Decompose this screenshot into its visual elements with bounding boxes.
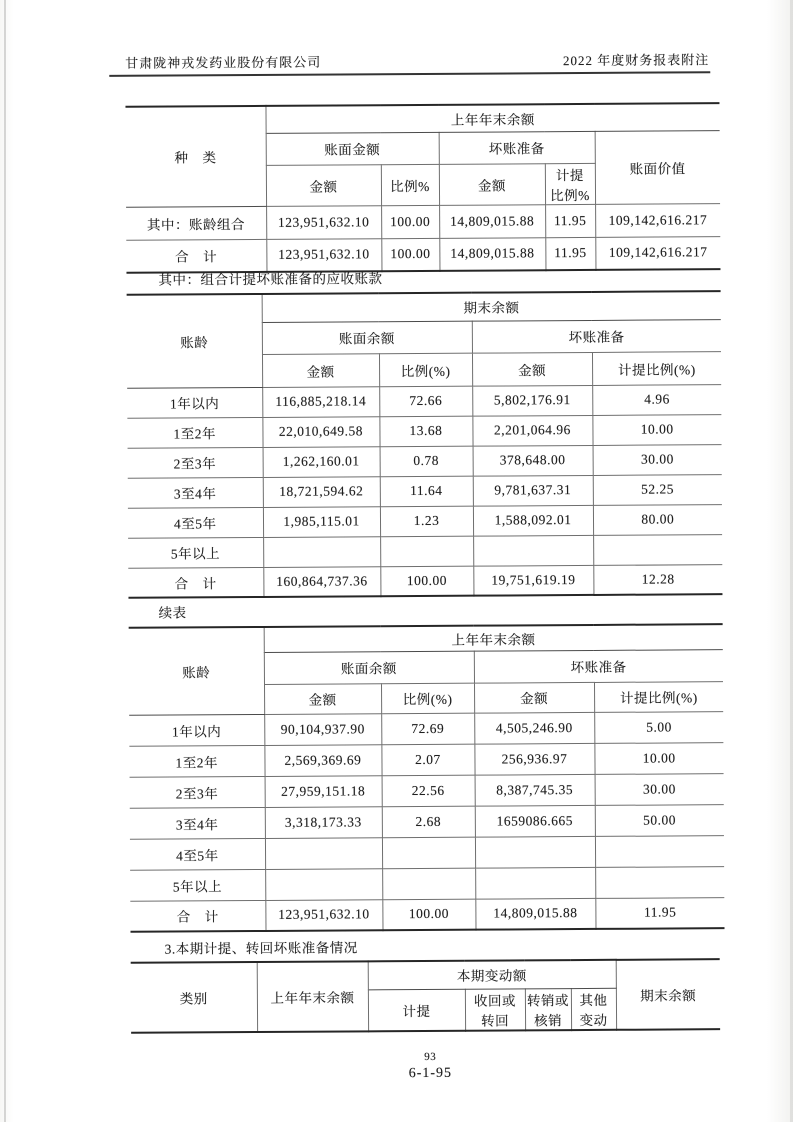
- cell-amount: 123,951,632.10: [266, 238, 381, 272]
- table-row: [128, 444, 722, 478]
- cell-label: 1年以内: [129, 714, 264, 746]
- cell-ratio: [382, 837, 475, 869]
- cell-amount: 90,104,937.90: [264, 713, 381, 745]
- cell-label: 5年以上: [128, 537, 263, 568]
- prev-year-aging-table: [129, 623, 725, 933]
- t1-header-amount: 金额: [266, 164, 381, 206]
- t4-header-other: 其他 变动: [571, 988, 616, 1030]
- cell-ratio: 100.00: [381, 238, 439, 271]
- cell-amount: 1,262,160.01: [263, 446, 380, 477]
- report-title: 2022 年度财务报表附注: [562, 52, 710, 69]
- cell-ratio: 11.64: [380, 476, 473, 507]
- cell-provision-ratio: 12.28: [593, 564, 722, 595]
- cell-provision-ratio: 4.96: [592, 384, 721, 415]
- cell-ratio: 13.68: [379, 416, 472, 447]
- cell-amount: 1,985,115.01: [263, 506, 380, 537]
- t4-header-period-end: 期末余额: [616, 959, 720, 1029]
- cell-bad-debt: 1659086.665: [475, 805, 595, 837]
- cell-provision-ratio: 52.25: [593, 474, 722, 505]
- t2-header-amount2: 金额: [472, 352, 592, 386]
- cell-bad-debt: 14,809,015.88: [439, 204, 545, 238]
- t4-header-written-off: 转销或 核销: [525, 988, 571, 1030]
- t4-header-current-change: 本期变动额: [368, 960, 616, 990]
- cell-amount: 2,569,369.69: [264, 744, 381, 776]
- cell-ratio: 72.66: [379, 386, 472, 417]
- table-row: [129, 742, 723, 777]
- t2-header-provision-ratio: 计提比例(%): [592, 351, 721, 385]
- t4-header-prev-year-end: 上年年末余额: [257, 961, 368, 1031]
- cell-bad-debt: 256,936.97: [474, 743, 594, 775]
- t1-header-prev-year-end: 上年年末余额: [265, 103, 719, 133]
- cell-bad-debt: 378,648.00: [473, 445, 593, 476]
- table-row: [130, 773, 724, 808]
- t2-header-bad-debt-provision: 坏账准备: [472, 319, 721, 353]
- table-row: [130, 835, 724, 870]
- cell-ratio: 2.07: [381, 744, 474, 776]
- prev-year-summary-table: [125, 102, 720, 274]
- cell-bad-debt: 14,809,015.88: [439, 237, 545, 271]
- cell-bad-debt: 1,588,092.01: [473, 505, 593, 536]
- table-row: [130, 866, 724, 901]
- table-row-total: [130, 897, 724, 932]
- cell-amount: 27,959,151.18: [265, 775, 382, 807]
- cell-amount: [263, 536, 380, 567]
- table-row: [127, 414, 721, 448]
- cell-label: 4至5年: [130, 838, 265, 870]
- cell-provision-ratio: 50.00: [595, 804, 724, 836]
- cell-label: 5年以上: [130, 869, 265, 901]
- page-number: 93: [424, 1050, 437, 1063]
- cell-label: 2至3年: [130, 776, 265, 808]
- cell-amount: 3,318,173.33: [265, 806, 382, 838]
- cell-ratio: [382, 868, 475, 900]
- cell-provision-ratio: 80.00: [593, 504, 722, 535]
- cell-label: 1至2年: [127, 417, 262, 448]
- cell-bad-debt: 14,809,015.88: [475, 898, 595, 930]
- cell-amount: 123,951,632.10: [266, 205, 381, 239]
- table-row: [126, 203, 720, 240]
- table-row: [127, 384, 721, 418]
- cell-provision-ratio: 5.00: [594, 711, 723, 743]
- cell-ratio: 22.56: [382, 775, 475, 807]
- table-row-total: [128, 564, 722, 598]
- t2-header-aging: 账龄: [127, 294, 263, 388]
- t1-header-ratio: 比例%: [381, 164, 439, 205]
- t2-header-period-end: 期末余额: [262, 291, 721, 322]
- cell-provision-ratio: 10.00: [592, 414, 721, 445]
- t3-header-bad-debt-provision: 坏账准备: [474, 649, 723, 683]
- t3-header-amount: 金额: [264, 683, 381, 714]
- cell-provision-ratio: 30.00: [593, 444, 722, 475]
- note-portfolio-receivables: 其中：组合计提坏账准备的应收账款: [158, 271, 383, 288]
- cell-amount: 18,721,594.62: [263, 476, 380, 507]
- cell-label: 合 计: [128, 567, 263, 598]
- cell-label: 1年以内: [127, 387, 262, 418]
- t4-header-recovered: 收回或 转回: [465, 988, 525, 1030]
- cell-ratio: [380, 536, 473, 567]
- table-row: [130, 804, 724, 839]
- cell-amount: 160,864,737.36: [263, 566, 380, 597]
- page-code: 6-1-95: [408, 1065, 453, 1082]
- t3-header-prev-year-end: 上年年末余额: [264, 624, 723, 652]
- cell-provision-ratio: [593, 534, 722, 565]
- t4-header-provision: 计提: [368, 989, 465, 1031]
- cell-bad-debt: [475, 836, 595, 868]
- cell-bad-debt: 4,505,246.90: [474, 712, 594, 744]
- cell-bad-debt: 5,802,176.91: [472, 385, 592, 416]
- table-row: [128, 474, 722, 508]
- note-section-3: 3.本期计提、转回坏账准备情况: [164, 940, 358, 957]
- t3-header-book-balance: 账面余额: [264, 651, 474, 684]
- cell-provision-ratio: [595, 866, 724, 898]
- cell-provision-ratio: 30.00: [595, 773, 724, 805]
- cell-ratio: 100.00: [382, 899, 475, 931]
- cell-amount: [265, 868, 382, 900]
- cell-ratio: 2.68: [382, 806, 475, 838]
- cell-bad-debt: 2,201,064.96: [472, 415, 592, 446]
- cell-ratio: 100.00: [381, 205, 439, 238]
- cell-provision-ratio: 10.00: [594, 742, 723, 774]
- cell-amount: 123,951,632.10: [265, 899, 382, 931]
- cell-label: 4至5年: [128, 507, 263, 538]
- t3-header-ratio: 比例(%): [381, 683, 474, 714]
- note-continued: 续表: [158, 605, 187, 621]
- cell-label: 合 计: [130, 900, 265, 932]
- t2-header-ratio: 比例(%): [379, 353, 472, 387]
- header-rule: [109, 71, 710, 77]
- cell-bad-debt: 19,751,619.19: [473, 565, 593, 596]
- t1-header-bad-debt-provision: 坏账准备: [439, 131, 595, 164]
- current-period-aging-table: [127, 290, 723, 599]
- table-row: [129, 711, 723, 746]
- t2-header-book-balance: 账面余额: [262, 321, 472, 354]
- cell-provision-ratio: 11.95: [595, 897, 724, 929]
- t1-header-type: 种 类: [125, 106, 266, 207]
- t2-header-amount: 金额: [262, 353, 379, 387]
- t1-header-amount2: 金额: [439, 163, 545, 205]
- cell-book-value: 109,142,616.217: [595, 236, 720, 270]
- cell-provision-ratio: 11.95: [545, 204, 595, 237]
- table-row: [128, 534, 722, 568]
- cell-provision-ratio: 11.95: [545, 237, 595, 270]
- t3-header-provision-ratio: 计提比例(%): [594, 681, 723, 712]
- cell-label: 3至4年: [128, 477, 263, 508]
- cell-ratio: 72.69: [381, 713, 474, 745]
- cell-bad-debt: [473, 535, 593, 566]
- cell-label: 合 计: [126, 239, 266, 273]
- cell-amount: 116,885,218.14: [262, 386, 379, 417]
- cell-label: 其中：账龄组合: [126, 206, 266, 240]
- cell-amount: [265, 837, 382, 869]
- company-name: 甘肃陇神戎发药业股份有限公司: [125, 54, 322, 71]
- cell-ratio: 1.23: [380, 506, 473, 537]
- cell-bad-debt: 9,781,637.31: [473, 475, 593, 506]
- cell-bad-debt: [475, 867, 595, 899]
- cell-provision-ratio: [595, 835, 724, 867]
- cell-amount: 22,010,649.58: [262, 416, 379, 447]
- t1-header-provision-ratio: 计提 比例%: [545, 163, 595, 204]
- t3-header-aging: 账龄: [129, 627, 265, 715]
- provision-changes-table: [131, 958, 720, 1033]
- cell-bad-debt: 8,387,745.35: [475, 774, 595, 806]
- cell-ratio: 0.78: [380, 446, 473, 477]
- cell-book-value: 109,142,616.217: [595, 203, 720, 237]
- cell-label: 3至4年: [130, 807, 265, 839]
- cell-label: 1至2年: [129, 745, 264, 777]
- table-row: [128, 504, 722, 538]
- cell-ratio: 100.00: [380, 566, 473, 597]
- cell-label: 2至3年: [128, 447, 263, 478]
- t1-header-book-amount: 账面金额: [266, 132, 439, 165]
- t3-header-amount2: 金额: [474, 682, 594, 713]
- t1-header-book-value: 账面价值: [595, 130, 720, 204]
- t4-header-category: 类别: [131, 962, 257, 1032]
